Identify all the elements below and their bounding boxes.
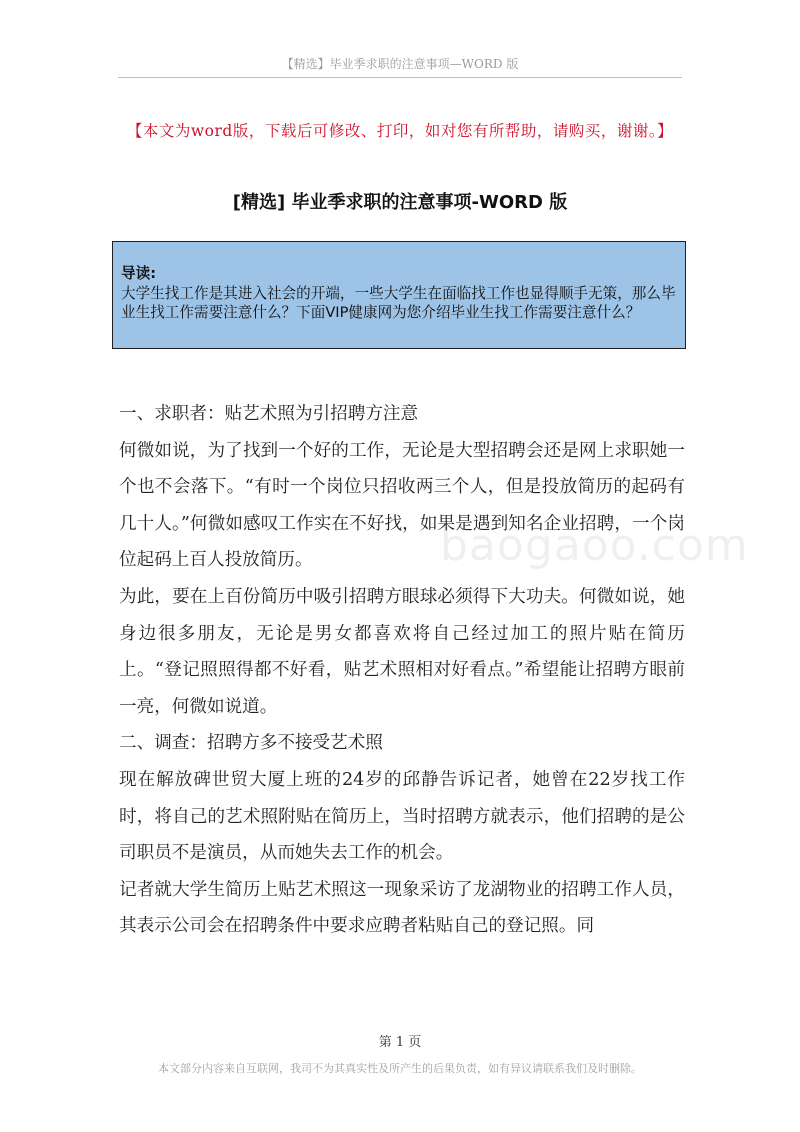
section-heading-2: 二、调查：招聘方多不接受艺术照 <box>119 733 383 754</box>
page-header: 【精选】毕业季求职的注意事项—WORD 版 <box>281 57 519 71</box>
purchase-notice: 【本文为word版，下载后可修改、打印，如对您有所帮助，请购买，谢谢。】 <box>126 122 674 140</box>
body-paragraph: 记者就大学生简历上贴艺术照这一现象采访了龙湖物业的招聘工作人员，其表示公司会在招聘条件中要求应聘者粘贴自己的登记照。同 <box>119 879 685 937</box>
body-paragraph: 何微如说，为了找到一个好的工作，无论是大型招聘会还是网上求职她一个也不会落下。“有时一个岗位只招收两三个人，但是投放简历的起码有几十人。”何微如感叹工作实在不好找，如果是遇到知名企业招聘，一个岗位起码上百人投放简历。 <box>119 440 685 571</box>
watermark: baogaoo.com <box>440 520 749 571</box>
footer-disclaimer: 本文部分内容来自互联网，我司不为其真实性及所产生的后果负责，如有异议请联系我们及时删除。 <box>158 1062 642 1075</box>
document-body <box>119 396 685 945</box>
body-paragraph: 现在解放碑世贸大厦上班的24岁的邱静告诉记者，她曾在22岁找工作时，将自己的艺术照附贴在简历上，当时招聘方就表示，他们招聘的是公司职员不是演员，从而她失去工作的机会。 <box>119 769 685 864</box>
page-number: 第 1 页 <box>378 1035 422 1050</box>
body-paragraph: 为此，要在上百份简历中吸引招聘方眼球必须得下大功夫。何微如说，她身边很多朋友，无论是男女都喜欢将自己经过加工的照片贴在简历上。“登记照照得都不好看，贴艺术照相对好看点。”希望能让招聘方眼前一亮，何微如说道。 <box>119 586 685 717</box>
document-title: [精选] 毕业季求职的注意事项-WORD 版 <box>232 192 568 213</box>
intro-box <box>112 241 686 349</box>
intro-text: 大学生找工作是其进入社会的开端，一些大学生在面临找工作也显得顺手无策，那么毕业生找工作需要注意什么？下面VIP健康网为您介绍毕业生找工作需要注意什么？ <box>121 284 676 321</box>
header-divider <box>118 77 682 78</box>
intro-label: 导读: <box>121 265 157 282</box>
section-heading-1: 一、求职者：贴艺术照为引招聘方注意 <box>119 404 419 424</box>
